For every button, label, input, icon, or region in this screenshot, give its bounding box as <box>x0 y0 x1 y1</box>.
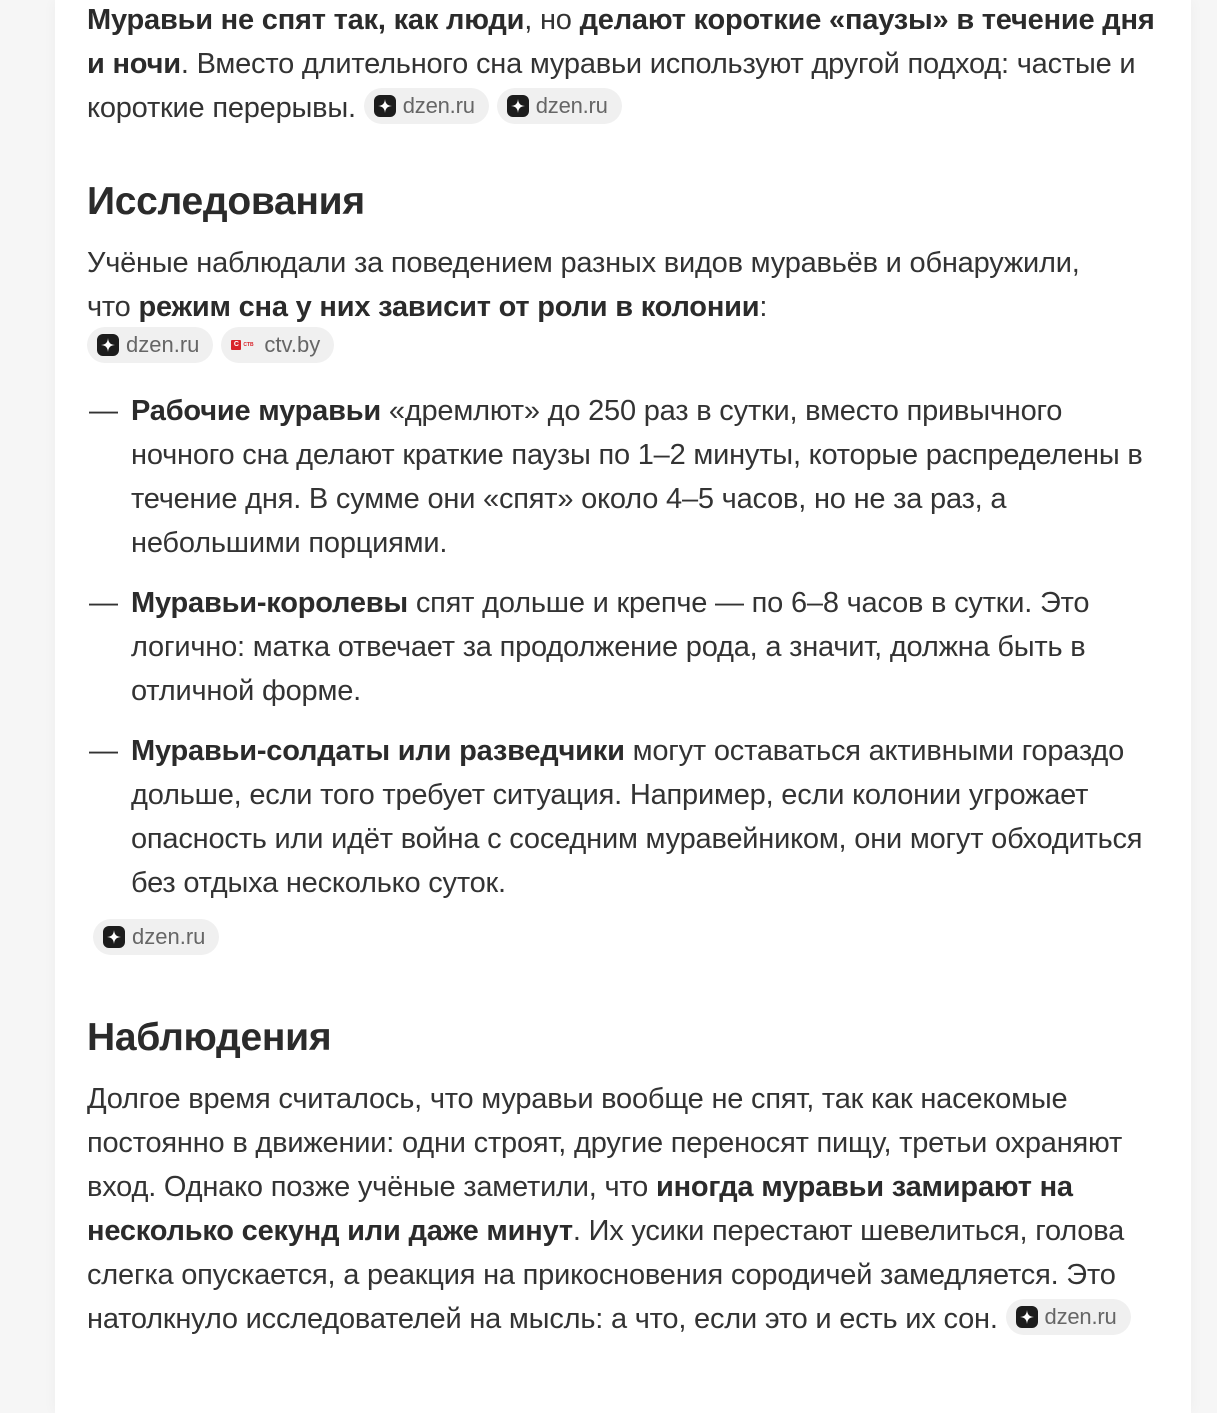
intro-text-1: , но <box>524 4 580 36</box>
source-chip-dzen[interactable] <box>87 327 213 363</box>
research-text-1: Учёные наблюдали за поведением разных видов муравьёв и обнаружили, что <box>87 247 1080 323</box>
section-heading-observations: Наблюдения <box>87 1016 332 1059</box>
dash-marker: — <box>89 395 118 427</box>
roles-list <box>87 389 1167 905</box>
source-chip-dzen[interactable] <box>93 919 219 955</box>
research-text-2: : <box>759 291 768 323</box>
observations-text-2: . Их усики перестают шевелиться, голова слегка опускается, а реакция на прикосновения сородичей замедляется. Это натолкнуло исследователей на мысль: а что, если это и есть их сон. <box>87 1215 1125 1335</box>
intro-bold-1: Муравьи не спят так, как люди <box>87 4 525 36</box>
source-chip-dzen[interactable] <box>497 88 622 124</box>
dzen-icon <box>97 334 119 356</box>
source-chip-label: dzen.ru <box>132 924 206 949</box>
observations-paragraph <box>87 1077 1147 1341</box>
dzen-icon <box>507 95 529 117</box>
list-item-text: спят дольше и крепче — по 6–8 часов в сутки. Это логично: матка отвечает за продолжение рода, а значит, должна быть в отличной форме. <box>131 587 1090 707</box>
ctv-logo-text: CTB <box>243 342 254 348</box>
ctv-logo-square: C <box>231 340 241 350</box>
intro-bold-2: делают короткие «паузы» в течение дня и ночи <box>87 4 1155 80</box>
source-chip-ctv[interactable] <box>221 327 334 363</box>
list-item-bold: Муравьи-королевы <box>131 587 409 619</box>
dash-marker: — <box>89 735 118 767</box>
section-heading-research: Исследования <box>87 180 365 223</box>
research-paragraph <box>87 241 1087 329</box>
source-chip-label: dzen.ru <box>126 332 200 357</box>
source-chip-label: dzen.ru <box>1044 1304 1117 1330</box>
source-chip-label: ctv.by <box>264 332 321 357</box>
answer-card <box>55 0 1191 1413</box>
source-chip-label: dzen.ru <box>402 93 475 119</box>
source-chip-dzen[interactable] <box>364 88 489 124</box>
observations-bold-1: иногда муравьи замирают на несколько секунд или даже минут <box>87 1171 1073 1247</box>
intro-paragraph <box>87 0 1167 130</box>
list-item-bold: Рабочие муравьи <box>131 395 381 427</box>
research-sources <box>87 330 334 366</box>
list-sources <box>93 922 219 958</box>
observations-text-1: Долгое время считалось, что муравьи вообще не спят, так как насекомые постоянно в движении: одни строят, другие переносят пищу, третьи охраняют вход. Однако позже учёные заметили, что <box>87 1083 1123 1203</box>
dash-marker: — <box>89 587 118 619</box>
list-item <box>87 729 1167 905</box>
source-chip-label: dzen.ru <box>535 93 608 119</box>
intro-text-2: . Вместо длительного сна муравьи используют другой подход: частые и короткие перерывы. <box>87 48 1136 124</box>
ctv-icon <box>231 338 257 352</box>
dzen-icon <box>103 926 125 948</box>
list-item-text: «дремлют» до 250 раз в сутки, вместо привычного ночного сна делают краткие паузы по 1–2 минуты, которые распределены в течение дня. В сумме они «спят» около 4–5 часов, но не за раз, а небольшими порциями. <box>131 395 1143 559</box>
dzen-icon <box>374 95 396 117</box>
list-item <box>87 389 1167 565</box>
list-item-bold: Муравьи-солдаты или разведчики <box>131 735 625 767</box>
list-item <box>87 581 1167 713</box>
research-bold-1: режим сна у них зависит от роли в колонии <box>138 291 760 323</box>
list-item-text: могут оставаться активными гораздо дольше, если того требует ситуация. Например, если колонии угрожает опасность или идёт война с соседним муравейником, они могут обходиться без отдыха несколько суток. <box>131 735 1143 899</box>
source-chip-dzen[interactable] <box>1006 1299 1131 1335</box>
dzen-icon <box>1016 1306 1038 1328</box>
